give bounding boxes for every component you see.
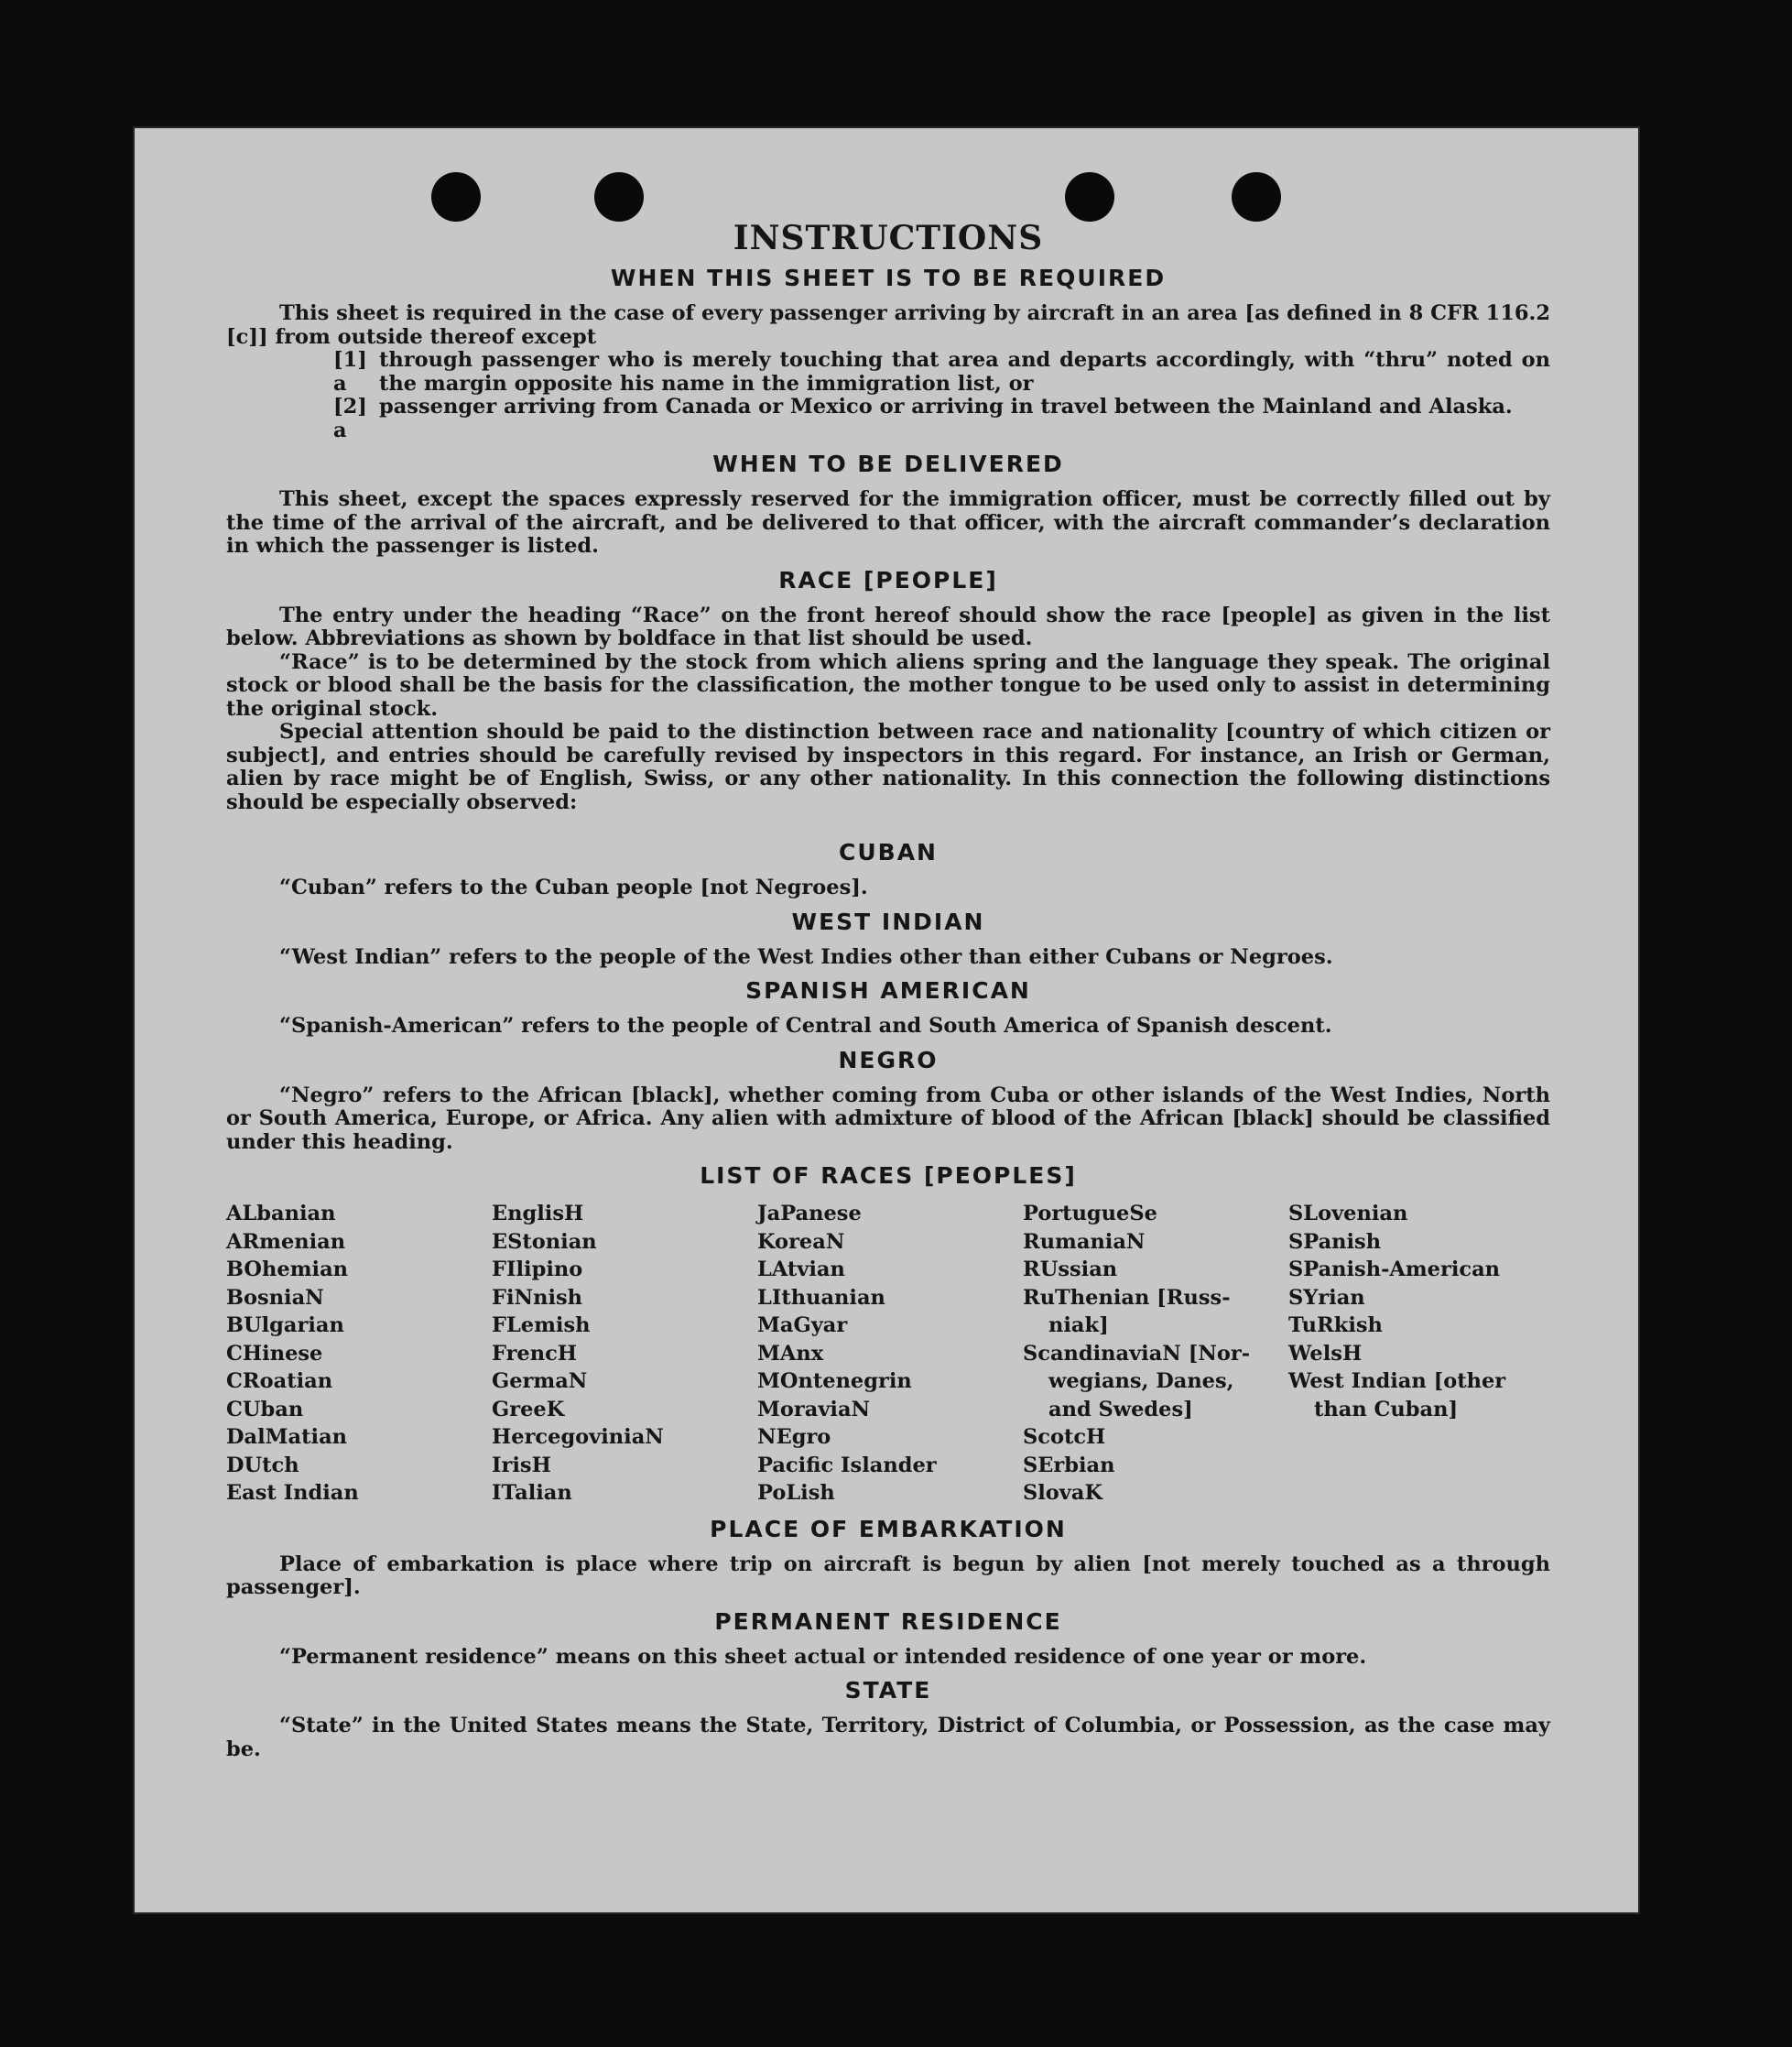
exception-item <box>333 396 1550 442</box>
race-entry: BUlgarian <box>226 1313 344 1337</box>
exception-list <box>333 349 1550 442</box>
race-entry: LAtvian <box>757 1258 845 1281</box>
race-entry: ITalian <box>492 1481 572 1505</box>
race-entry-continued: than Cuban] <box>1314 1397 1459 1421</box>
race-entry-continued: niak] <box>1048 1313 1109 1337</box>
punch-hole <box>431 172 481 222</box>
embarkation-text: Place of embarkation is place where trip on aircraft is begun by alien [not merely touched as a through passenger]. <box>226 1552 1550 1599</box>
race-entry: LIthuanian <box>757 1285 885 1310</box>
race-entry: FiNnish <box>492 1285 583 1310</box>
heading-west-indian: WEST INDIAN <box>791 908 985 935</box>
punch-hole <box>1232 172 1281 222</box>
race-entry: NEgro <box>757 1425 831 1449</box>
race-entry: FrencH <box>492 1341 578 1366</box>
heading-cuban: CUBAN <box>839 839 938 866</box>
race-entry: ARmenian <box>226 1229 346 1254</box>
race-entry: FLemish <box>492 1313 591 1337</box>
exception-text: through passenger who is merely touching that area and departs accordingly, with “thru” noted on the margin opposite his name in the immigration list, or <box>379 348 1550 396</box>
race-entry: East Indian <box>226 1481 359 1505</box>
race-entry: GreeK <box>492 1397 565 1421</box>
west-indian-text: “West Indian” refers to the people of the West Indies other than either Cubans or Negroes. <box>279 944 1333 969</box>
race-entry: BOhemian <box>226 1258 349 1281</box>
race-entry-continued: and Swedes] <box>1048 1397 1193 1421</box>
heading-delivered: WHEN TO BE DELIVERED <box>712 451 1064 477</box>
race-entry: DalMatian <box>226 1425 348 1449</box>
heading-required: WHEN THIS SHEET IS TO BE REQUIRED <box>610 265 1167 291</box>
state-text: “State” in the United States means the State, Territory, District of Columbia, or Possession, as the case may be. <box>226 1714 1550 1761</box>
race-paragraph: The entry under the heading “Race” on the front hereof should show the race [people] as given in the list below. Abbreviations as shown by boldface in that list should be used. <box>226 603 1550 650</box>
race-entry-continued: wegians, Danes, <box>1048 1369 1234 1393</box>
races-column-1 <box>226 1200 492 1508</box>
exception-text: passenger arriving from Canada or Mexico or arriving in travel between the Mainland and Alaska. <box>379 395 1513 419</box>
races-column-5 <box>1288 1200 1550 1508</box>
race-entry: MoraviaN <box>757 1397 871 1421</box>
race-entry: MaGyar <box>757 1313 848 1337</box>
punch-hole <box>1065 172 1114 222</box>
race-entry: EnglisH <box>492 1202 584 1225</box>
heading-residence: PERMANENT RESIDENCE <box>714 1607 1062 1635</box>
negro-text: “Negro” refers to the African [black], whether coming from Cuba or other islands of the West Indies, North or South America, Europe, or Africa. Any alien with admixture of blood of the African [black] should be classified under this heading. <box>226 1083 1550 1154</box>
race-entry: RumaniaN <box>1023 1229 1146 1254</box>
race-entry: FIlipino <box>492 1258 583 1281</box>
race-entry: BosniaN <box>226 1285 324 1310</box>
exception-number: [2] a <box>333 395 367 442</box>
race-entry: RuThenian [Russ- <box>1023 1285 1231 1310</box>
heading-embarkation: PLACE OF EMBARKATION <box>710 1515 1067 1542</box>
heading-negro: NEGRO <box>838 1046 939 1073</box>
residence-text: “Permanent residence” means on this sheet actual or intended residence of one year or more. <box>279 1644 1367 1669</box>
race-entry: HercegovinіaN <box>492 1425 664 1449</box>
race-entry: RUssian <box>1023 1258 1118 1281</box>
race-entry: PoLish <box>757 1481 835 1505</box>
heading-list-of-races: LIST OF RACES [PEOPLES] <box>700 1162 1077 1189</box>
race-entry: CHinese <box>226 1341 323 1366</box>
race-entry: JaPanese <box>757 1202 862 1225</box>
page-title: INSTRUCTIONS <box>733 219 1044 257</box>
exception-number: [1] a <box>333 348 367 396</box>
cuban-text: “Cuban” refers to the Cuban people [not Negroes]. <box>279 876 868 899</box>
race-entry: Pacific Islander <box>757 1453 937 1477</box>
heading-race: RACE [PEOPLE] <box>778 566 998 593</box>
race-entry: MAnx <box>757 1341 824 1366</box>
races-list <box>226 1200 1550 1508</box>
punch-hole <box>594 172 644 222</box>
race-entry: IrisH <box>492 1453 551 1477</box>
race-entry: EStonian <box>492 1229 597 1254</box>
race-entry: PortugueSe <box>1023 1202 1157 1225</box>
race-entry: ScandinaviaN [Nor- <box>1023 1341 1251 1366</box>
race-entry: SErbian <box>1023 1453 1115 1477</box>
race-entry: WelsH <box>1288 1341 1363 1366</box>
race-entry: ALbanian <box>226 1202 336 1225</box>
race-entry: MOntenegrin <box>757 1369 912 1393</box>
races-column-4 <box>1023 1200 1288 1508</box>
race-entry: SlovaK <box>1023 1481 1103 1505</box>
race-paragraph: Special attention should be paid to the distinction between race and nationality [country of which citizen or subject], and entries should be carefully revised by inspectors in this regard. For instance, an Irish or German, alien by race might be of English, Swiss, or any other nationality. In this connection the following distinctions should be especially observed: <box>226 720 1550 814</box>
races-column-3 <box>757 1200 1023 1508</box>
heading-spanish-american: SPANISH AMERICAN <box>745 977 1031 1004</box>
heading-state: STATE <box>844 1677 932 1704</box>
required-intro: This sheet is required in the case of every passenger arriving by aircraft in an area [as defined in 8 CFR 116.2 [c]] from outside thereof except <box>226 301 1550 349</box>
race-entry: West Indian [other <box>1288 1369 1506 1393</box>
race-entry: DUtch <box>226 1453 299 1477</box>
race-entry: SPanish-American <box>1288 1258 1501 1281</box>
exception-item <box>333 349 1550 396</box>
delivered-text: This sheet, except the spaces expressly reserved for the immigration officer, must be correctly filled out by the time of the arrival of the aircraft, and be delivered to that officer, with the aircraft commander’s declaration in which the passenger is listed. <box>226 487 1550 558</box>
race-entry: SLovenian <box>1288 1202 1408 1225</box>
race-entry: KoreaN <box>757 1229 845 1254</box>
race-paragraph: “Race” is to be determined by the stock from which aliens spring and the language they speak. The original stock or blood shall be the basis for the classification, the mother tongue to be used only to assist in determining the original stock. <box>226 649 1550 721</box>
race-entry: SYrian <box>1288 1285 1365 1310</box>
race-entry: GermaN <box>492 1369 588 1393</box>
sheet-content <box>226 220 1550 1761</box>
race-entry: ScotcH <box>1023 1425 1106 1449</box>
races-column-2 <box>492 1200 757 1508</box>
spanish-american-text: “Spanish-American” refers to the people of Central and South America of Spanish descent. <box>279 1014 1332 1038</box>
race-entry: CUban <box>226 1397 304 1421</box>
race-entry: SPanish <box>1288 1229 1382 1254</box>
race-entry: TuRkish <box>1288 1313 1383 1337</box>
race-entry: CRoatian <box>226 1369 333 1393</box>
instruction-sheet <box>135 128 1638 1912</box>
